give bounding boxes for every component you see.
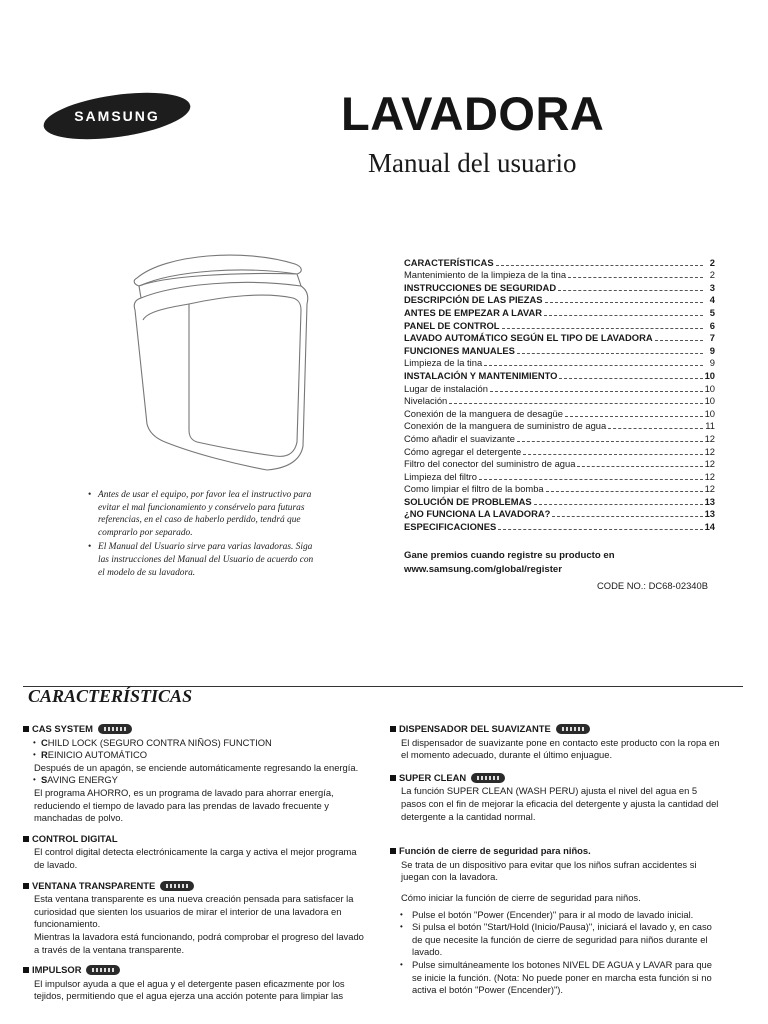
toc-entry [404, 494, 715, 507]
toc-leader [517, 441, 703, 442]
toc-page: 6 [709, 319, 715, 331]
toc-page: 10 [704, 407, 715, 419]
toc-title: INSTALACIÓN Y MANTENIMIENTO [404, 369, 558, 381]
toc-title: Conexión de la manguera de desagüe [404, 407, 563, 419]
option-badge-icon [98, 724, 132, 734]
instruction-bullet: • Pulse simultáneamente los botones NIVEL DE AGUA y LAVAR para que se inicie la función. (Nota: No puede poner en marcha esta función si no activa el botón "Power (Encender)"). [390, 959, 723, 997]
toc-leader [523, 454, 702, 455]
toc-title: Filtro del conector del suministro de agua [404, 458, 576, 470]
bullet-square [390, 848, 396, 854]
toc-page: 12 [704, 445, 715, 457]
instruction-bullet: • Si pulsa el botón "Start/Hold (Inicio/Pausa)", iniciará el lavado y, en caso de que necesite la función de cierre de seguridad para niños durante el lavado. [390, 921, 723, 959]
toc-title: ¿NO FUNCIONA LA LAVADORA? [404, 508, 551, 520]
toc-entry [404, 280, 715, 293]
toc-title: FUNCIONES MANUALES [404, 344, 515, 356]
toc-leader [552, 516, 702, 517]
toc-entry [404, 457, 715, 470]
toc-page: 9 [709, 344, 715, 356]
samsung-logo [42, 92, 192, 140]
feature-dispensador [390, 723, 723, 762]
feature-ventana-transparente [23, 880, 368, 957]
document-title: LAVADORA [341, 87, 605, 140]
toc-page: 4 [709, 294, 715, 306]
toc-entry [404, 469, 715, 482]
code-number: CODE NO.: DC68-02340B [597, 580, 708, 591]
toc-page: 10 [704, 369, 715, 381]
instruction-bullet: • Pulse el botón "Power (Encender)" para ir al modo de lavado inicial. [390, 909, 723, 922]
register-link[interactable]: www.samsung.com/global/register [404, 564, 562, 575]
toc-page: 5 [709, 306, 715, 318]
toc-leader [577, 466, 702, 467]
brand-text: SAMSUNG [74, 108, 160, 124]
bullet-square [23, 836, 29, 842]
usage-notes [88, 489, 320, 581]
toc-leader [449, 403, 702, 404]
feature-text: Mientras la lavadora está funcionando, podrá comprobar el progreso del lavado a través de la ventana transparente. [34, 930, 364, 955]
toc-title: PANEL DE CONTROL [404, 319, 500, 331]
toc-leader [502, 328, 704, 329]
feature-text: El impulsor ayuda a que el agua y el detergente pasen eficazmente por los tejidos, permitiendo que el agua ejerza una acción potente para limpiar las [34, 977, 345, 1002]
toc-page: 12 [704, 470, 715, 482]
feature-text: La función SUPER CLEAN (WASH PERU) ajusta el nivel del agua en 5 pasos con el fin de mejorar la eficacia del detergente y ajusta la cantidad del detergente a la cantidad normal. [401, 785, 719, 822]
toc-leader [496, 265, 703, 266]
features-right-column [390, 723, 723, 1005]
feature-heading: IMPULSOR [32, 964, 82, 976]
toc-entry [404, 507, 715, 520]
feature-text: Después de un apagón, se enciende automáticamente regresando la energía. [34, 761, 359, 773]
option-badge-icon [86, 965, 120, 975]
note-item: • Antes de usar el equipo, por favor lea el instructivo para evitar el mal funcionamiento y consérvelo para futuras referencias, en el caso de haberlo perdido, tendrá que comprarlo por separado. [88, 489, 320, 539]
toc-title: SOLUCIÓN DE PROBLEMAS [404, 495, 532, 507]
feature-control-digital [23, 833, 368, 872]
feature-text: Cómo iniciar la función de cierre de seguridad para niños. [401, 891, 641, 903]
note-item: • El Manual del Usuario sirve para varias lavadoras. Siga las instrucciones del Manual del Usuario de acuerdo con el modelo de su lavadora. [88, 541, 320, 579]
toc-leader [498, 529, 702, 530]
feature-heading: CONTROL DIGITAL [32, 832, 118, 844]
toc-leader [546, 491, 703, 492]
toc-leader [484, 365, 703, 366]
table-of-contents [404, 255, 715, 532]
toc-page: 11 [705, 420, 715, 432]
toc-title: ANTES DE EMPEZAR A LAVAR [404, 306, 543, 318]
toc-title: CARACTERÍSTICAS [404, 256, 494, 268]
document-subtitle: Manual del usuario [368, 148, 577, 178]
toc-entry [404, 482, 715, 495]
toc-page: 7 [709, 332, 715, 344]
option-badge-icon [556, 724, 590, 734]
toc-entry [404, 381, 715, 394]
toc-leader [568, 277, 703, 278]
toc-page: 12 [704, 458, 715, 470]
toc-entry [404, 444, 715, 457]
toc-entry [404, 394, 715, 407]
toc-leader [558, 290, 703, 291]
feature-cas-system: CAS SYSTEM • CHILD LOCK (SEGURO CONTRA NIÑOS) FUNCTION • REINICIO AUTOMÁTICO Después de un apagón, se enciende automáticamente regresando la energía. • SAVING ENERGY El programa AHORRO, es un programa de lavado para ahorrar energía, reduciendo el tiempo de lavado para las prendas de lavado frecuente y manchadas de polvo. [23, 723, 368, 825]
feature-heading: CAS SYSTEM [32, 723, 93, 734]
toc-page: 9 [709, 357, 715, 369]
toc-leader [655, 340, 703, 341]
features-left-column [23, 723, 368, 1011]
feature-heading: DISPENSADOR DEL SUAVIZANTE [399, 723, 551, 734]
toc-title: Limpieza de la tina [404, 357, 483, 369]
feature-heading: VENTANA TRANSPARENTE [32, 879, 156, 891]
bullet-square [390, 775, 396, 781]
toc-leader [479, 479, 703, 480]
toc-entry [404, 419, 715, 432]
toc-title: Mantenimiento de la limpieza de la tina [404, 269, 567, 281]
bullet-square [23, 726, 29, 732]
feature-text: El control digital detecta electrónicamente la carga y activa el mejor programa de lavado. [34, 846, 357, 870]
toc-leader [559, 378, 702, 379]
toc-entry [404, 343, 715, 356]
toc-title: Cómo agregar el detergente [404, 445, 522, 457]
toc-leader [490, 391, 703, 392]
toc-title: Nivelación [404, 395, 448, 407]
toc-page: 14 [704, 521, 715, 533]
feature-text: Se trata de un dispositivo para evitar que los niños sufran accidentes si juegan con la lavadora. [401, 858, 697, 883]
toc-leader [544, 315, 703, 316]
toc-page: 13 [704, 495, 715, 507]
feature-text: El programa AHORRO, es un programa de lavado para ahorrar energía, reduciendo el tiempo de lavado para las prendas de lavado frecuente y manchadas de polvo. [34, 786, 334, 824]
toc-title: ESPECIFICACIONES [404, 521, 497, 533]
bullet-square [23, 883, 29, 889]
feature-heading: SUPER CLEAN [399, 771, 467, 783]
toc-title: DESCRIPCIÓN DE LAS PIEZAS [404, 294, 543, 306]
toc-entry [404, 406, 715, 419]
feature-text: El dispensador de suavizante pone en contacto este producto con la ropa en el momento adecuado, durante el último enjuague. [401, 736, 720, 761]
toc-title: Lugar de instalación [404, 382, 488, 394]
feature-impulsor [23, 964, 368, 1003]
toc-page: 3 [709, 281, 715, 293]
toc-title: Conexión de la manguera de suministro de agua [404, 420, 607, 432]
feature-heading: Función de cierre de seguridad para niños. [399, 845, 591, 857]
toc-entry [404, 368, 715, 381]
feature-text: Esta ventana transparente es una nueva creación pensada para satisfacer la curiosidad que sienten los usuarios de mirar el interior de una lavadora en funcionamiento. [34, 893, 354, 930]
washer-illustration [125, 246, 315, 476]
toc-title: Limpieza del filtro [404, 470, 477, 482]
register-promo [404, 549, 615, 577]
toc-title: INSTRUCCIONES DE SEGURIDAD [404, 281, 557, 293]
toc-entry [404, 255, 715, 268]
toc-entry [404, 331, 715, 344]
bullet-square [390, 726, 396, 732]
toc-entry [404, 318, 715, 331]
toc-page: 12 [704, 432, 715, 444]
toc-page: 13 [704, 508, 715, 520]
section-title: CARACTERÍSTICAS [28, 686, 193, 706]
toc-leader [545, 302, 703, 303]
toc-entry [404, 519, 715, 532]
option-badge-icon [160, 881, 194, 891]
toc-title: LAVADO AUTOMÁTICO SEGÚN EL TIPO DE LAVADORA [404, 332, 653, 344]
toc-entry [404, 305, 715, 318]
toc-title: Como limpiar el filtro de la bomba [404, 483, 544, 495]
bullet-square [23, 967, 29, 973]
toc-entry [404, 293, 715, 306]
option-badge-icon [471, 773, 505, 783]
toc-page: 2 [709, 256, 715, 268]
toc-entry [404, 268, 715, 281]
toc-entry [404, 431, 715, 444]
toc-page: 10 [704, 382, 715, 394]
feature-super-clean [390, 772, 723, 823]
toc-leader [565, 416, 703, 417]
toc-page: 2 [709, 269, 715, 281]
feature-cierre-seguridad [390, 845, 723, 997]
toc-leader [608, 428, 703, 429]
toc-leader [517, 353, 703, 354]
toc-title: Cómo añadir el suavizante [404, 432, 515, 444]
toc-page: 12 [704, 483, 715, 495]
toc-page: 10 [704, 395, 715, 407]
toc-leader [534, 504, 703, 505]
promo-text: Gane premios cuando registre su producto en [404, 550, 615, 561]
toc-entry [404, 356, 715, 369]
